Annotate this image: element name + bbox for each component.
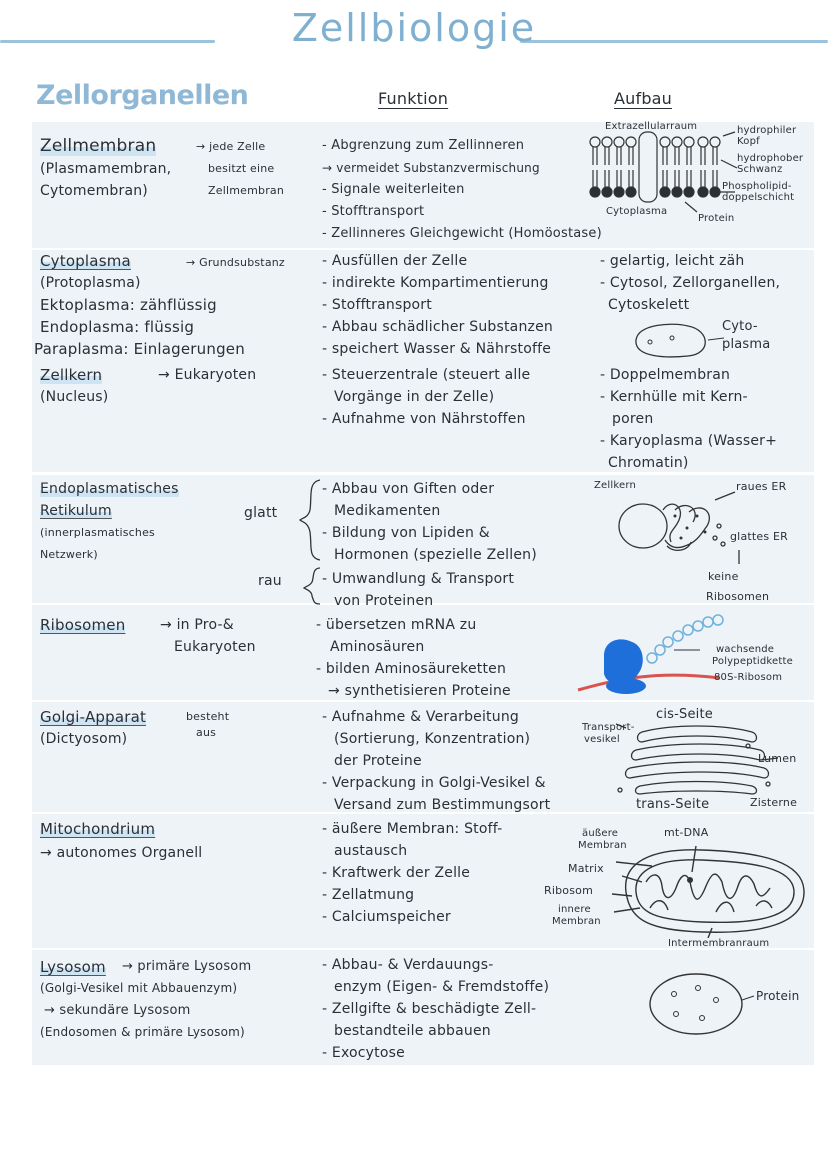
label-trans-seite: trans-Seite: [636, 797, 710, 812]
label-raues-er: raues ER: [736, 480, 787, 493]
membrane-protein: [639, 132, 657, 202]
label-wachsende: wachsende: [716, 644, 775, 655]
label-matrix: Matrix: [568, 862, 604, 875]
label-protein-lysosom: Protein: [756, 989, 800, 1003]
cytoplasma-funktion: - Ausfüllen der Zelle - indirekte Kompartimentierung - Stofftransport - Abbau schädlicher Substanzen - speichert Wasser & Nährstoffe: [322, 253, 553, 357]
column-header-aufbau: Aufbau: [614, 89, 673, 108]
cytoplasma-aufbau: - gelartig, leicht zäh - Cytosol, Zellorganellen, Cytoskelett: [600, 253, 781, 313]
label-zellkern: Zellkern: [594, 480, 637, 491]
label-hydrophober-schwanz: hydrophober Schwanz: [737, 153, 804, 175]
lysosom-note4: (Endosomen & primäre Lysosom): [40, 1025, 245, 1039]
label-innere1: innere: [558, 904, 591, 915]
label-protein: Protein: [698, 213, 735, 224]
mito-note: → autonomes Organell: [40, 845, 203, 861]
mrna-strand: [578, 675, 720, 690]
label-phospholipid: Phospholipid-doppelschicht: [722, 181, 795, 203]
label-extrazellularraum: Extrazellularraum: [605, 121, 698, 132]
zellkern-note: → Eukaryoten: [158, 367, 257, 383]
paraplasma: Paraplasma: Einlagerungen: [34, 340, 245, 358]
label-keine: keine: [708, 570, 739, 583]
label-transport2: vesikel: [584, 734, 620, 745]
er-alt1: (innerplasmatisches: [40, 526, 155, 539]
organelle-golgi: Golgi-Apparat: [40, 708, 147, 726]
label-hydrophiler-kopf: hydrophiler Kopf: [737, 125, 797, 147]
label-80s-ribosom: 80S-Ribosom: [714, 672, 783, 683]
golgi-note1: besteht: [186, 710, 230, 723]
label-polypeptidkette: Polypeptidkette: [712, 656, 793, 667]
er-glatt-funktion: - Abbau von Giften oder Medikamenten - Bildung von Lipiden & Hormonen (spezielle Zellen): [322, 481, 537, 563]
zellkern-aufbau: - Doppelmembran - Kernhülle mit Kern- poren - Karyoplasma (Wasser+ Chromatin): [600, 367, 778, 471]
label-glattes-er: glattes ER: [730, 530, 788, 543]
zellkern-funktion: - Steuerzentrale (steuert alle Vorgänge in der Zelle) - Aufnahme von Nährstoffen: [322, 367, 531, 427]
organelle-cytoplasma: Cytoplasma: [40, 252, 131, 270]
zellmembran-alt2: Cytomembran): [40, 183, 148, 199]
organelle-ribosomen: Ribosomen: [40, 616, 126, 634]
zellkern-alt: (Nucleus): [40, 389, 109, 405]
label-lumen: Lumen: [758, 752, 797, 765]
zellmembran-note2: besitzt eine: [208, 162, 275, 175]
ektoplasma: Ektoplasma: zähflüssig: [40, 296, 217, 314]
label-mt-dna: mt-DNA: [664, 826, 709, 839]
page-title: Zellbiologie: [291, 6, 537, 50]
ribosomen-note1: → in Pro-&: [160, 617, 234, 633]
lysosom-note3: → sekundäre Lysosom: [44, 1003, 191, 1018]
er-alt2: Netzwerk): [40, 548, 98, 561]
label-innere2: Membran: [552, 916, 601, 927]
ribosome-diagram: [574, 608, 724, 698]
organelle-mitochondrium: Mitochondrium: [40, 820, 156, 838]
phospholipid-heads-top: [590, 137, 720, 147]
cytoplasma-diagram: [628, 318, 728, 362]
label-cyto-plasma: Cyto-plasma: [722, 319, 771, 352]
er-glatt: glatt: [244, 505, 278, 521]
label-ribosomen: Ribosomen: [706, 590, 770, 603]
golgi-note2: aus: [196, 726, 217, 739]
organelle-lysosom: Lysosom: [40, 958, 106, 976]
label-cis-seite: cis-Seite: [656, 707, 713, 722]
cytoplasma-alt: (Protoplasma): [40, 275, 141, 291]
phospholipid-heads-bottom: [590, 187, 720, 197]
ribosomen-funktion: - übersetzen mRNA zu Aminosäuren - bilden Aminosäureketten → synthetisieren Proteine: [316, 617, 511, 699]
section-heading: Zellorganellen: [36, 80, 249, 111]
lysosome-diagram: [646, 970, 756, 1040]
organelle-er-name1: Endoplasmatisches: [40, 481, 179, 497]
label-zisterne: Zisterne: [750, 796, 798, 809]
er-rau-funktion: - Umwandlung & Transport von Proteinen: [322, 571, 515, 609]
golgi-diagram: [612, 720, 782, 800]
golgi-funktion: - Aufnahme & Verarbeitung (Sortierung, Konzentration) der Proteine - Verpackung in Golgi-Vesikel & Versand zum Bestimmungsort: [322, 709, 551, 813]
zellmembran-funktion: - Abgrenzung zum Zellinneren → vermeidet Substanzvermischung - Signale weiterleiten - Stofftransport - Zellinneres Gleichgewicht (Homöostase): [322, 138, 602, 241]
ribosome-small-subunit: [606, 678, 646, 694]
column-header-funktion: Funktion: [378, 89, 449, 108]
mito-funktion: - äußere Membran: Stoff- austausch - Kraftwerk der Zelle - Zellatmung - Calciumspeicher: [322, 821, 503, 925]
label-transport1: Transport-: [582, 722, 635, 733]
label-intermembranraum: Intermembranraum: [668, 938, 770, 949]
label-cytoplasma: Cytoplasma: [606, 206, 668, 217]
er-rau: rau: [258, 573, 282, 589]
organelle-zellkern: Zellkern: [40, 366, 103, 384]
zellmembran-alt1: (Plasmamembran,: [40, 161, 172, 177]
label-aeussere2: Membran: [578, 840, 627, 851]
organelle-er-name2: Retikulum: [40, 503, 112, 519]
lysosom-funktion: - Abbau- & Verdauungs- enzym (Eigen- & Fremdstoffe) - Zellgifte & beschädigte Zell- bestandteile abbauen - Exocytose: [322, 957, 550, 1061]
ribosomen-note2: Eukaryoten: [174, 639, 256, 655]
golgi-alt: (Dictyosom): [40, 731, 128, 747]
label-aeussere1: äußere: [582, 828, 619, 839]
organelle-zellmembran: Zellmembran: [40, 136, 157, 156]
endoplasma: Endoplasma: flüssig: [40, 318, 195, 336]
zellmembran-note1: → jede Zelle: [196, 140, 266, 153]
mitochondrion-diagram: [612, 842, 812, 938]
lysosom-note1: → primäre Lysosom: [122, 959, 252, 974]
lysosom-note2: (Golgi-Vesikel mit Abbauenzym): [40, 981, 238, 995]
label-ribosom: Ribosom: [544, 884, 593, 897]
cytoplasma-note: → Grundsubstanz: [186, 256, 285, 269]
zellmembran-note3: Zellmembran: [208, 184, 285, 197]
